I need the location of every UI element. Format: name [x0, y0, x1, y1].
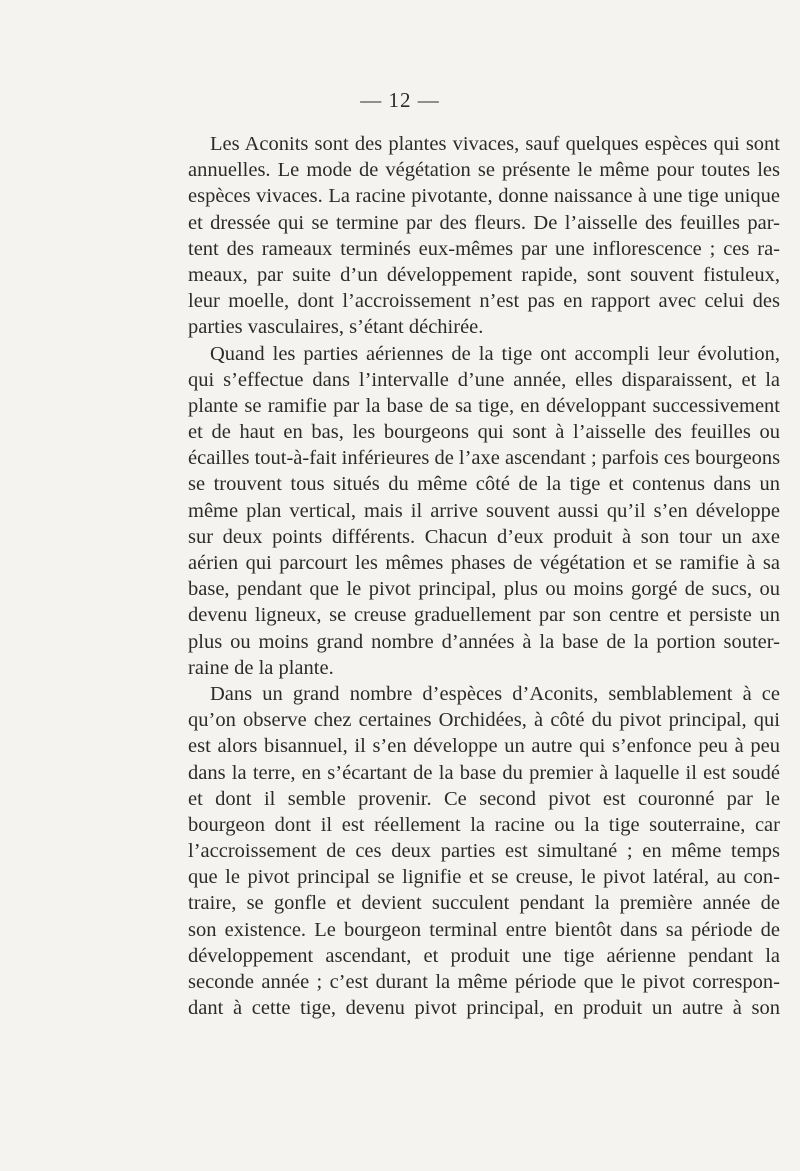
text-line: développement ascendant, et produit une tige aérienne pendant la [188, 944, 780, 967]
text-line: Les Aconits sont des plantes vivaces, sauf quelques espèces qui sont [210, 133, 780, 155]
text-line: est alors bisannuel, il s’en développe un autre qui s’enfonce peu à peu [188, 735, 780, 758]
body-text [188, 131, 780, 1021]
text-line: qu’on observe chez certaines Orchidées, à côté du pivot principal, qui [188, 709, 780, 732]
text-line: aérien qui parcourt les mêmes phases de végétation et se ramifie à sa [188, 552, 780, 574]
text-line: qui s’effectue dans l’intervalle d’une année, elles disparaissent, et la [188, 368, 780, 391]
text-line: écailles tout-à-fait inférieures de l’axe ascendant ; parfois ces bourgeons [188, 447, 781, 470]
text-line: traire, se gonfle et devient succulent pendant la première année de [188, 892, 780, 915]
text-line: et dressée qui se termine par des fleurs. De l’aisselle des feuilles par- [188, 211, 780, 234]
text-line: leur moelle, dont l’accroissement n’est pas en rapport avec celui des [188, 290, 780, 313]
text-line: espèces vivaces. La racine pivotante, donne naissance à une tige unique [188, 185, 780, 208]
text-line: bourgeon dont il est réellement la racine ou la tige souterraine, car [188, 813, 780, 836]
text-line: dant à cette tige, devenu pivot principal, en produit un autre à son [188, 997, 780, 1020]
text-line: parties vasculaires, s’étant déchirée. [188, 316, 484, 339]
text-line: base, pendant que le pivot principal, plus ou moins gorgé de sucs, ou [188, 578, 780, 601]
text-line: même plan vertical, mais il arrive souvent aussi qu’il s’en développe [188, 499, 780, 522]
text-line: l’accroissement de ces deux parties est simultané ; en même temps [188, 840, 780, 863]
text-line: Dans un grand nombre d’espèces d’Aconits, semblablement à ce [210, 682, 780, 705]
text-line: plus ou moins grand nombre d’années à la base de la portion souter- [188, 630, 780, 653]
paragraph-1 [188, 131, 780, 341]
text-line: sur deux points différents. Chacun d’eux produit à son tour un axe [188, 525, 780, 548]
text-line: plante se ramifie par la base de sa tige, en développant successivement [188, 394, 780, 417]
text-line: et dont il semble provenir. Ce second pivot est couronné par le [188, 787, 780, 810]
text-line: Quand les parties aériennes de la tige ont accompli leur évolution, [210, 342, 780, 365]
text-line: se trouvent tous situés du même côté de la tige et contenus dans un [188, 473, 780, 496]
text-line: meaux, par suite d’un développement rapide, sont souvent fistuleux, [188, 263, 780, 286]
paragraph-2 [188, 341, 780, 681]
text-line: seconde année ; c’est durant la même période que le pivot correspon- [188, 971, 780, 993]
text-line: que le pivot principal se lignifie et se creuse, le pivot latéral, au con- [188, 866, 780, 889]
text-line: dans la terre, en s’écartant de la base du premier à laquelle il est soudé [188, 761, 780, 784]
text-line: annuelles. Le mode de végétation se présente le même pour toutes les [188, 159, 780, 182]
text-line: tent des rameaux terminés eux-mêmes par une inflorescence ; ces ra- [188, 237, 780, 260]
page-number: — 12 — [360, 88, 440, 112]
text-line: son existence. Le bourgeon terminal entre bientôt dans sa période de [188, 918, 780, 941]
text-line: raine de la plante. [188, 656, 334, 679]
text-line: et de haut en bas, les bourgeons qui sont à l’aisselle des feuilles ou [188, 421, 780, 444]
paragraph-3 [188, 681, 780, 1021]
text-line: devenu ligneux, se creuse graduellement par son centre et persiste un [188, 604, 780, 627]
